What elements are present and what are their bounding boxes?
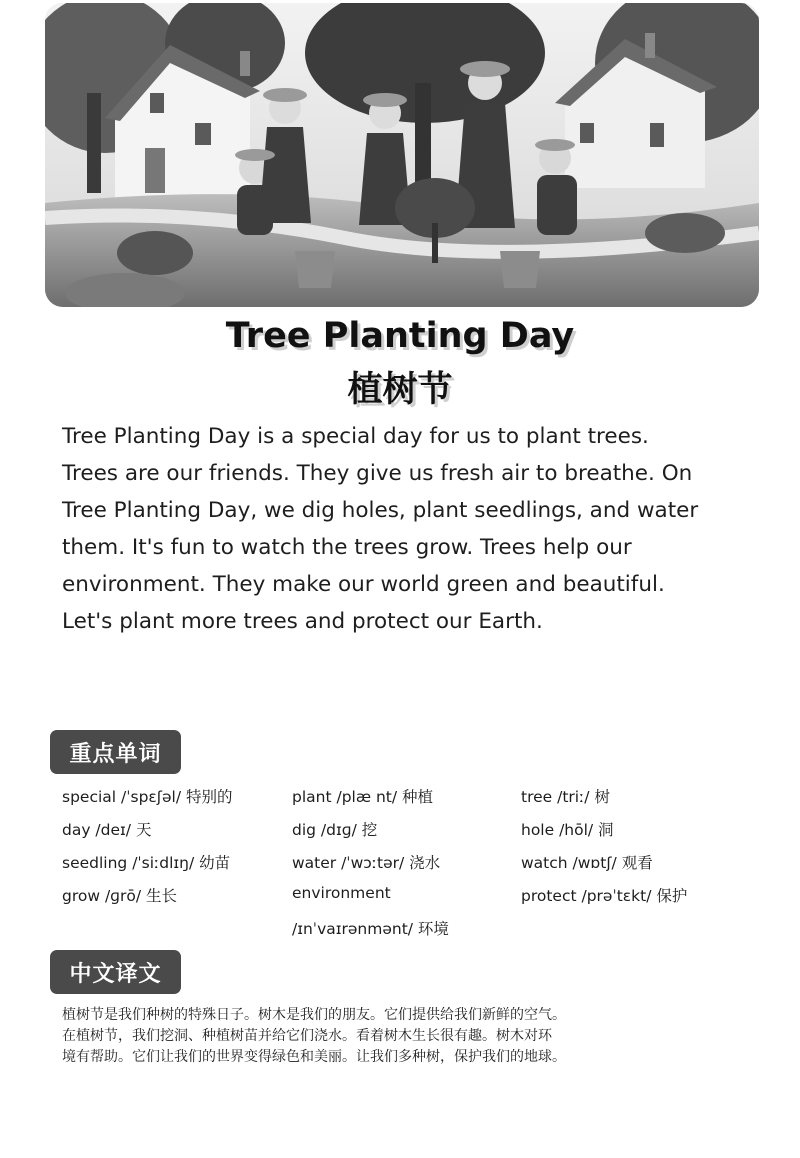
vocab-item: hole /hōl/ 洞 [521,821,614,839]
vocab-item: grow /ɡrō/ 生长 [62,887,178,905]
passage-line: Let's plant more trees and protect our Earth. [62,609,543,634]
vocab-item: /ɪnˈvaɪrənmənt/ 环境 [292,920,449,938]
translation-line: 在植树节，我们挖洞、种植树苗并给它们浇水。看着树木生长很有趣。树木对环 [62,1028,552,1044]
vocab-item: special /ˈspɛʃəl/ 特别的 [62,788,233,806]
passage-line: environment. They make our world green and beautiful. [62,572,665,597]
title-english: Tree Planting Day [225,316,575,356]
vocab-heading: 重点单词 [50,730,181,774]
translation-line: 植树节是我们种树的特殊日子。树木是我们的朋友。它们提供给我们新鲜的空气。 [62,1007,566,1023]
passage-line: Trees are our friends. They give us fresh air to breathe. On [62,461,693,486]
passage-line: Tree Planting Day, we dig holes, plant seedlings, and water [62,498,699,523]
passage [62,418,738,640]
illustration-children-planting-trees [45,3,759,307]
passage-line: them. It's fun to watch the trees grow. Trees help our [62,535,632,560]
vocab-item: day /deɪ/ 天 [62,821,152,839]
title-chinese: 植树节 [347,370,453,410]
passage-line: Tree Planting Day is a special day for us to plant trees. [62,424,649,449]
vocab-item: watch /wɒtʃ/ 观看 [521,854,653,872]
vocab-item: seedling /ˈsiːdlɪŋ/ 幼苗 [62,854,231,872]
illustration-svg [45,3,759,307]
vocab-item: water /ˈwɔːtər/ 浇水 [292,854,441,872]
translation-text [62,1005,662,1068]
vocab-item: tree /triː/ 树 [521,788,610,806]
translation-line: 境有帮助。它们让我们的世界变得绿色和美丽。让我们多种树，保护我们的地球。 [62,1049,566,1065]
vocab-item: protect /prəˈtɛkt/ 保护 [521,887,688,905]
vocab-item: environment [292,884,391,902]
vocab-item: plant /plæ nt/ 种植 [292,788,434,806]
vocab-item: dig /dɪɡ/ 挖 [292,821,378,839]
translation-heading: 中文译文 [50,950,181,994]
